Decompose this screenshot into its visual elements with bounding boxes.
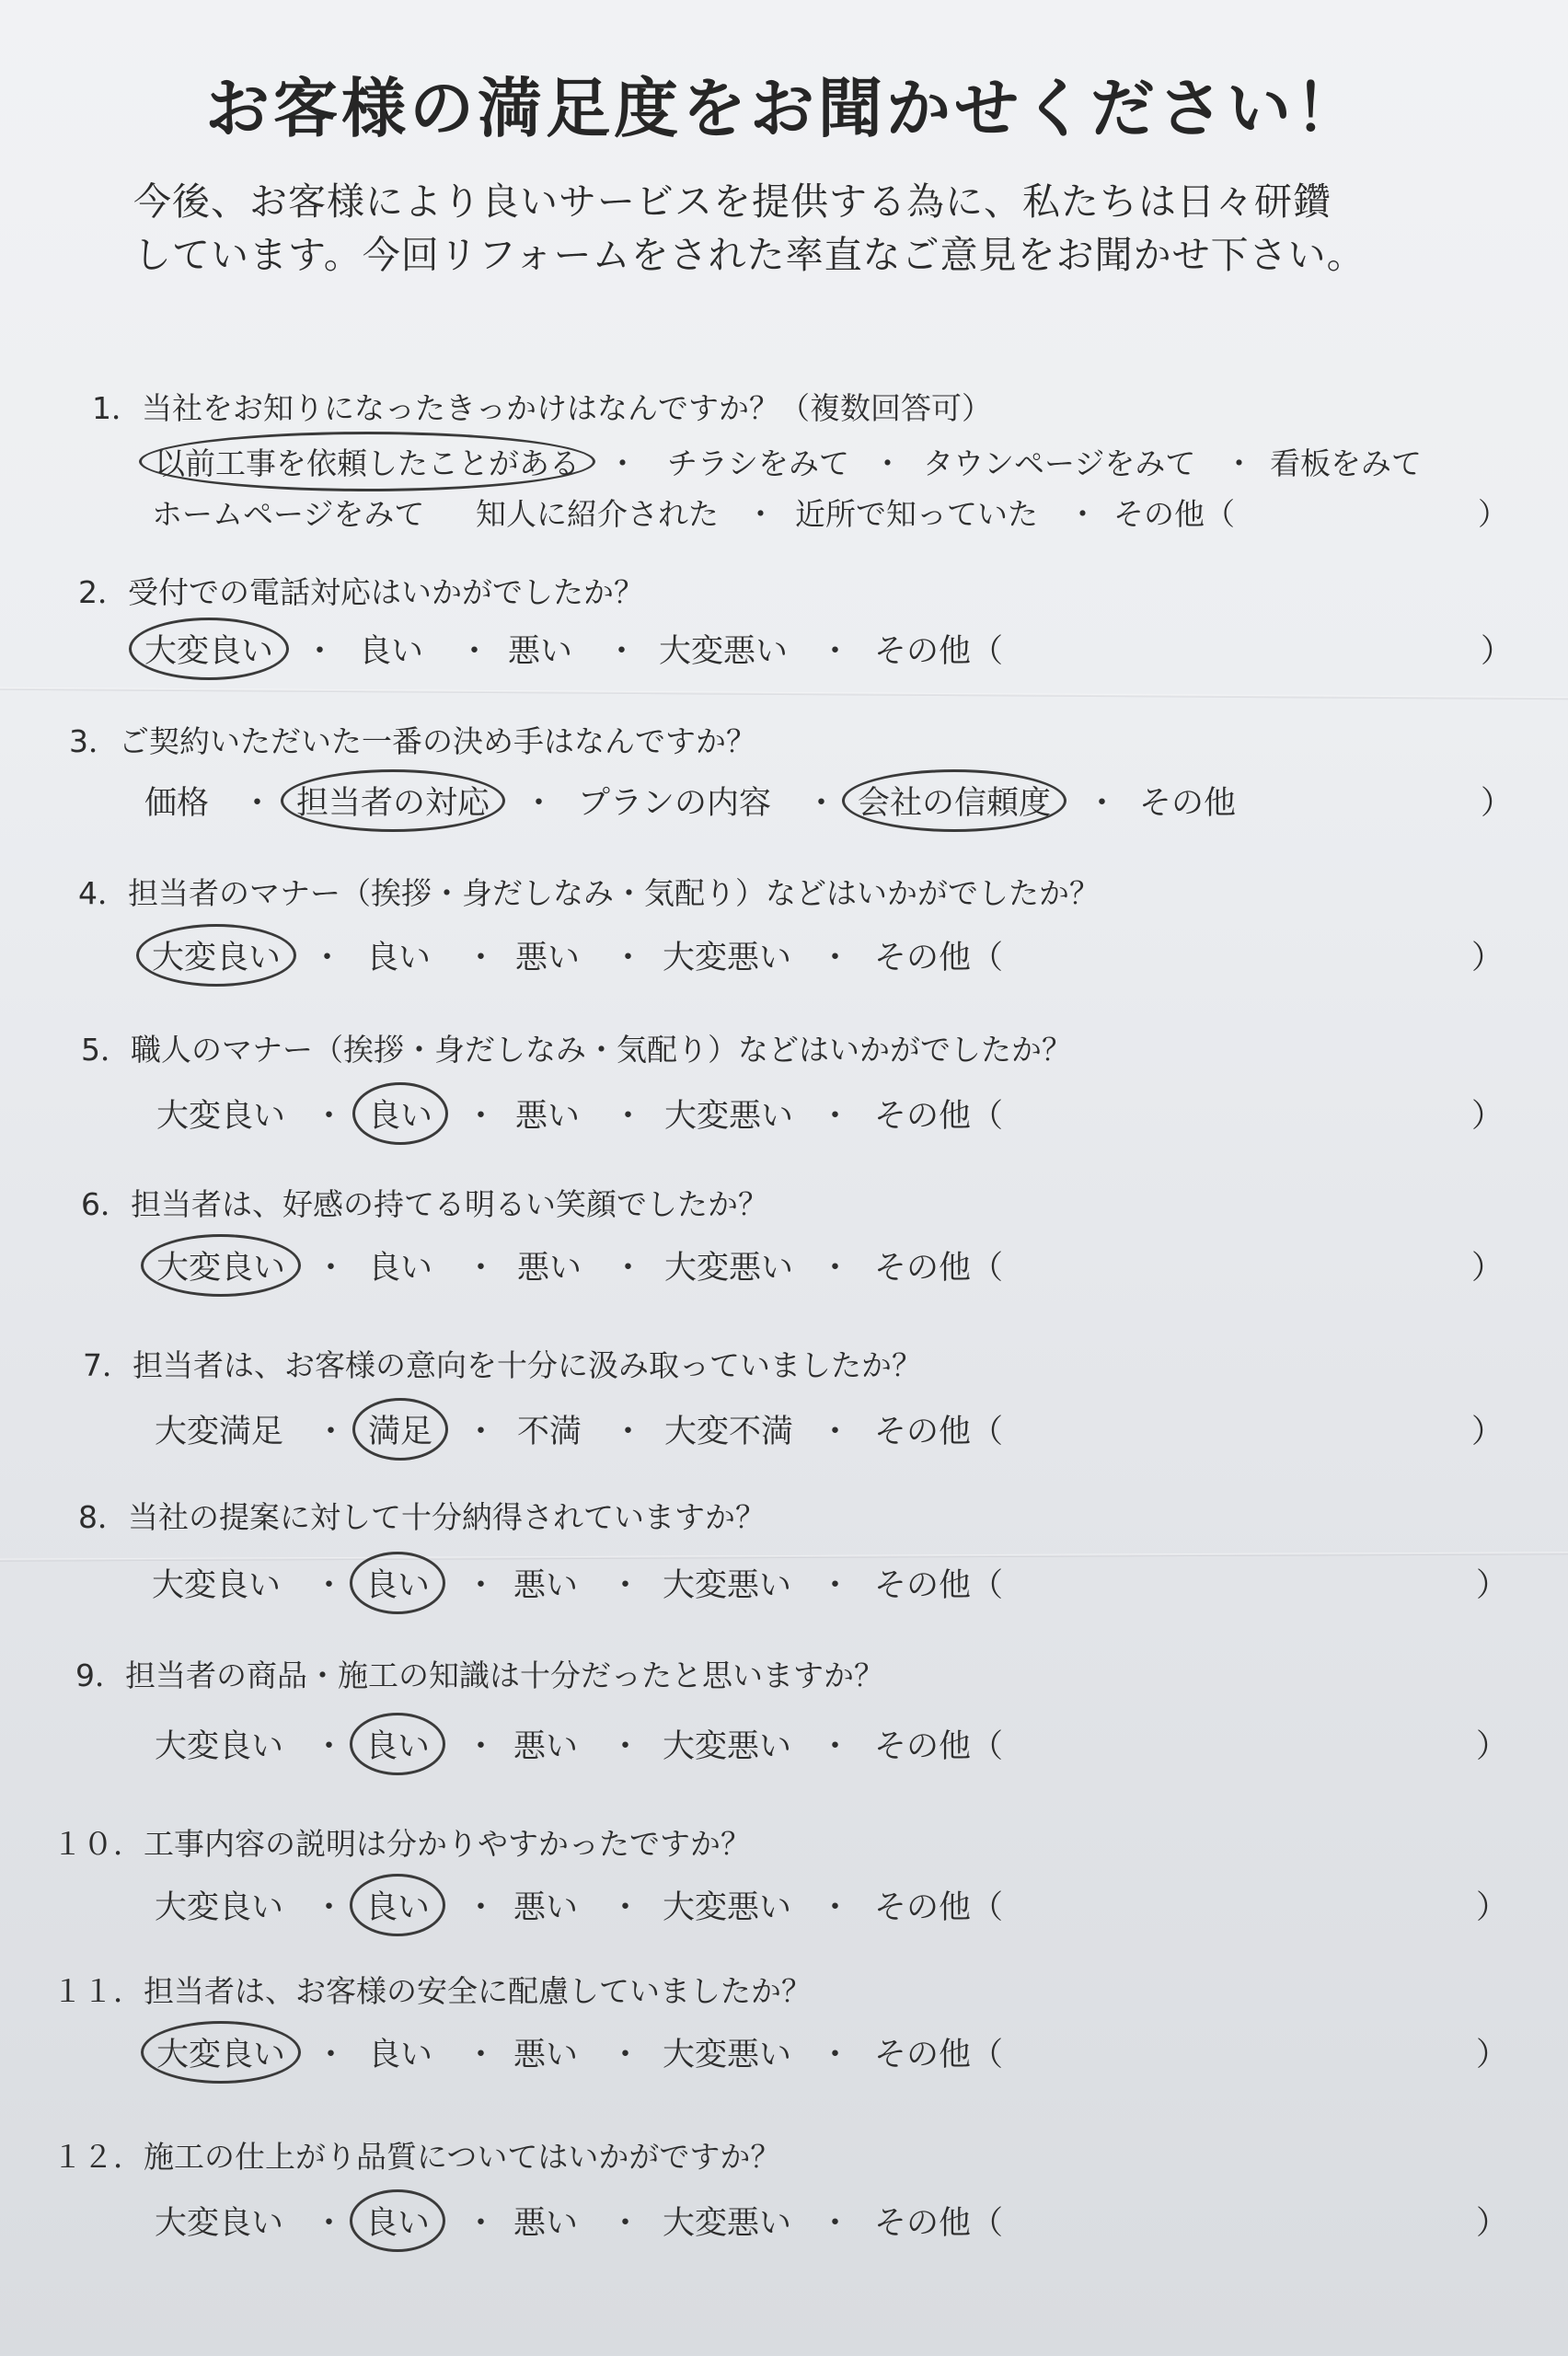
- paren-close: ）: [1480, 633, 1513, 670]
- option[interactable]: その他（: [874, 1728, 1004, 1765]
- option[interactable]: ホームページをみて: [152, 496, 425, 532]
- separator: ・: [609, 2205, 642, 2242]
- question-number: 9．: [75, 1657, 125, 1693]
- question-text: 担当者は、お客様の安全に配慮していましたか？: [144, 1973, 812, 2009]
- answer-row: [0, 440, 1568, 486]
- question-10: [52, 1820, 751, 1864]
- separator: ・: [819, 2037, 852, 2073]
- question-number: 3．: [69, 723, 119, 759]
- separator: ・: [609, 1889, 642, 1926]
- question-number: 5．: [81, 1032, 131, 1068]
- question-text: 担当者は、好感の持てる明るい笑顔でしたか？: [131, 1186, 768, 1222]
- page-title: お客様の満足度をお聞かせください！: [205, 71, 1363, 146]
- separator: ・: [465, 1414, 498, 1450]
- option-selected[interactable]: 良い: [350, 1552, 445, 1614]
- option[interactable]: 悪い: [513, 1728, 579, 1765]
- separator: ・: [612, 1250, 645, 1287]
- separator: ・: [465, 1098, 498, 1135]
- option[interactable]: 悪い: [513, 2205, 579, 2242]
- option-selected[interactable]: 大変良い: [136, 924, 296, 987]
- option[interactable]: 悪い: [513, 1889, 579, 1926]
- separator: ・: [609, 1728, 642, 1765]
- option-selected[interactable]: 会社の信頼度: [842, 769, 1066, 832]
- answer-row: [0, 1091, 1568, 1138]
- option[interactable]: 価格: [144, 785, 210, 822]
- option[interactable]: 大変良い: [155, 1889, 284, 1926]
- intro-text: [133, 175, 1477, 282]
- separator: ・: [465, 1728, 498, 1765]
- question-number: 7．: [83, 1347, 133, 1383]
- question-text: 担当者のマナー（挨拶・身だしなみ・気配り）などはいかがでしたか？: [128, 875, 1100, 911]
- separator: ・: [819, 1889, 852, 1926]
- question-7: [83, 1342, 922, 1385]
- question-text: 受付での電話対応はいかがでしたか？: [128, 574, 644, 610]
- question-text: 職人のマナー（挨拶・身だしなみ・気配り）などはいかがでしたか？: [131, 1032, 1072, 1068]
- option[interactable]: 大変不満: [664, 1414, 794, 1450]
- question-number: １２．: [52, 2139, 144, 2175]
- option-selected[interactable]: 良い: [350, 1713, 445, 1775]
- option[interactable]: 良い: [359, 633, 424, 670]
- option[interactable]: タウンページをみて: [923, 445, 1196, 481]
- option[interactable]: 大変良い: [152, 1567, 282, 1604]
- option[interactable]: 知人に紹介された: [476, 496, 719, 532]
- option[interactable]: 悪い: [517, 1250, 582, 1287]
- separator: ・: [605, 633, 639, 670]
- answer-row: [0, 491, 1568, 537]
- option[interactable]: 悪い: [513, 1567, 579, 1604]
- question-text: 担当者は、お客様の意向を十分に汲み取っていましたか？: [133, 1347, 922, 1383]
- paren-close: ）: [1470, 1098, 1504, 1135]
- option[interactable]: 良い: [368, 2037, 433, 2073]
- separator: ・: [607, 445, 638, 481]
- answer-row: [0, 932, 1568, 980]
- option-selected[interactable]: 担当者の対応: [281, 769, 505, 832]
- question-text: 当社をお知りになったきっかけはなんですか？（複数回答可）: [142, 390, 992, 426]
- separator: ・: [819, 2205, 852, 2242]
- option[interactable]: その他: [1139, 785, 1237, 822]
- separator: ・: [465, 1889, 498, 1926]
- separator: ・: [241, 785, 274, 822]
- paren-close: ）: [1475, 1567, 1508, 1604]
- question-1: [92, 385, 992, 428]
- question-number: １０．: [52, 1826, 144, 1862]
- separator: ・: [313, 2205, 346, 2242]
- option-selected[interactable]: 良い: [352, 1082, 448, 1145]
- option[interactable]: その他（: [874, 1567, 1004, 1604]
- separator: ・: [1067, 496, 1098, 532]
- option[interactable]: チラシをみて: [667, 445, 849, 481]
- question-number: 2．: [78, 574, 128, 610]
- option[interactable]: 大変悪い: [659, 633, 789, 670]
- option[interactable]: その他（: [874, 633, 1004, 670]
- option[interactable]: その他（: [874, 2037, 1004, 2073]
- option[interactable]: その他（: [874, 940, 1004, 976]
- question-9: [75, 1652, 884, 1695]
- question-number: 1．: [92, 390, 142, 426]
- separator: ・: [465, 940, 498, 976]
- separator: ・: [1086, 785, 1119, 822]
- separator: ・: [315, 1250, 348, 1287]
- separator: ・: [612, 940, 645, 976]
- separator: ・: [609, 2037, 642, 2073]
- separator: ・: [819, 633, 852, 670]
- question-8: [78, 1494, 766, 1537]
- separator: ・: [313, 1728, 346, 1765]
- separator: ・: [313, 1567, 346, 1604]
- option[interactable]: 大変悪い: [663, 2205, 792, 2242]
- question-number: 4．: [78, 875, 128, 911]
- separator: ・: [311, 940, 344, 976]
- separator: ・: [313, 1098, 346, 1135]
- option[interactable]: 悪い: [515, 940, 581, 976]
- separator: ・: [315, 1414, 348, 1450]
- separator: ・: [612, 1098, 645, 1135]
- paren-close: ）: [1478, 496, 1508, 532]
- option[interactable]: 看板をみて: [1270, 445, 1422, 481]
- intro-line: しています。今回リフォームをされた率直なご意見をお聞かせ下さい。: [133, 233, 1366, 277]
- option[interactable]: 悪い: [513, 2037, 579, 2073]
- question-11: [52, 1968, 812, 2011]
- option[interactable]: 大変悪い: [664, 1098, 794, 1135]
- question-number: 6．: [81, 1186, 131, 1222]
- option[interactable]: プランの内容: [578, 785, 772, 822]
- paren-close: ）: [1475, 1728, 1508, 1765]
- option[interactable]: その他（: [874, 1098, 1004, 1135]
- answer-row: [0, 1721, 1568, 1769]
- separator: ・: [745, 496, 776, 532]
- option[interactable]: 大変悪い: [664, 1250, 794, 1287]
- question-text: 担当者の商品・施工の知識は十分だったと思いますか？: [125, 1657, 884, 1693]
- answer-row: [0, 1882, 1568, 1930]
- option[interactable]: 悪い: [515, 1098, 581, 1135]
- question-4: [78, 870, 1100, 913]
- question-text: 当社の提案に対して十分納得されていますか？: [128, 1499, 766, 1535]
- question-number: 8．: [78, 1499, 128, 1535]
- option-selected[interactable]: 以前工事を依頼したことがある: [139, 432, 595, 491]
- question-12: [52, 2133, 780, 2177]
- paren-close: ）: [1470, 1414, 1504, 1450]
- option[interactable]: 大変良い: [155, 1728, 284, 1765]
- separator: ・: [805, 785, 838, 822]
- option[interactable]: 良い: [366, 940, 432, 976]
- separator: ・: [819, 1414, 852, 1450]
- option[interactable]: その他（: [1113, 496, 1235, 532]
- separator: ・: [612, 1414, 645, 1450]
- option[interactable]: その他（: [874, 1889, 1004, 1926]
- option[interactable]: その他（: [874, 1414, 1004, 1450]
- option[interactable]: その他（: [874, 2205, 1004, 2242]
- answer-row: [0, 1242, 1568, 1290]
- separator: ・: [304, 633, 337, 670]
- separator: ・: [1224, 445, 1254, 481]
- option-selected[interactable]: 大変良い: [141, 2021, 301, 2084]
- option[interactable]: 大変悪い: [663, 1567, 792, 1604]
- paren-close: ）: [1470, 1250, 1504, 1287]
- option[interactable]: 大変良い: [156, 1098, 286, 1135]
- separator: ・: [609, 1567, 642, 1604]
- separator: ・: [819, 1567, 852, 1604]
- separator: ・: [819, 1250, 852, 1287]
- question-6: [81, 1181, 768, 1224]
- separator: ・: [458, 633, 491, 670]
- separator: ・: [465, 1250, 498, 1287]
- option[interactable]: その他（: [874, 1250, 1004, 1287]
- separator: ・: [819, 1728, 852, 1765]
- separator: ・: [819, 940, 852, 976]
- separator: ・: [465, 2037, 498, 2073]
- answer-row: [0, 2029, 1568, 2077]
- separator: ・: [523, 785, 556, 822]
- option[interactable]: 大変悪い: [663, 2037, 792, 2073]
- answer-row: [0, 778, 1568, 826]
- separator: ・: [313, 1889, 346, 1926]
- option[interactable]: 大変悪い: [663, 1728, 792, 1765]
- option[interactable]: 近所で知っていた: [795, 496, 1038, 532]
- option[interactable]: 良い: [368, 1250, 433, 1287]
- separator: ・: [465, 2205, 498, 2242]
- option[interactable]: 不満: [517, 1414, 582, 1450]
- option-selected[interactable]: 大変良い: [141, 1234, 301, 1297]
- paren-close: ）: [1480, 785, 1513, 822]
- question-number: １１．: [52, 1973, 144, 2009]
- paren-close: ）: [1470, 940, 1504, 976]
- question-text: 工事内容の説明は分かりやすかったですか？: [144, 1826, 751, 1862]
- option[interactable]: 大変満足: [155, 1414, 284, 1450]
- option[interactable]: 大変悪い: [663, 940, 792, 976]
- question-3: [69, 718, 756, 761]
- option-selected[interactable]: 大変良い: [129, 618, 289, 680]
- question-5: [81, 1026, 1072, 1069]
- question-text: 施工の仕上がり品質についてはいかがですか？: [144, 2139, 781, 2175]
- option-selected[interactable]: 良い: [350, 2189, 445, 2252]
- paren-close: ）: [1475, 2205, 1508, 2242]
- separator: ・: [872, 445, 903, 481]
- answer-row: [0, 626, 1568, 674]
- option[interactable]: 悪い: [508, 633, 573, 670]
- paren-close: ）: [1475, 2037, 1508, 2073]
- question-2: [78, 569, 644, 612]
- answer-row: [0, 2198, 1568, 2246]
- question-text: ご契約いただいた一番の決め手はなんですか？: [119, 723, 756, 759]
- separator: ・: [315, 2037, 348, 2073]
- answer-row: [0, 1406, 1568, 1454]
- paren-close: ）: [1475, 1889, 1508, 1926]
- paper-fold-line: [0, 687, 1568, 699]
- option-selected[interactable]: 満足: [352, 1398, 448, 1461]
- option[interactable]: 大変悪い: [663, 1889, 792, 1926]
- option-selected[interactable]: 良い: [350, 1874, 445, 1936]
- answer-row: [0, 1560, 1568, 1608]
- separator: ・: [465, 1567, 498, 1604]
- separator: ・: [819, 1098, 852, 1135]
- intro-line: 今後、お客様により良いサービスを提供する為に、私たちは日々研鑽: [133, 179, 1332, 224]
- option[interactable]: 大変良い: [155, 2205, 284, 2242]
